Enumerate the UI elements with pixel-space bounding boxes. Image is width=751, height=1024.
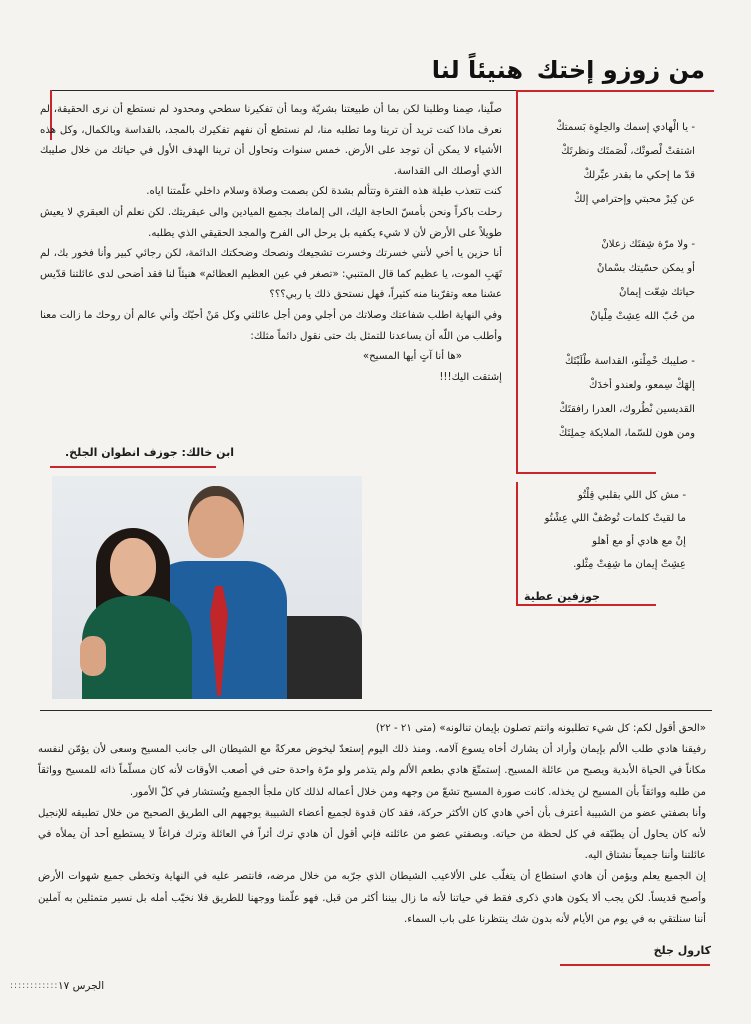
poet-underline [516, 604, 656, 606]
poem-line: - صليبك حْمِلْتو، القداسة طْلَبْتَكْ [564, 356, 695, 367]
poem-line: قدّ ما إحكي ما بقدر عبِّرلكْ [583, 170, 695, 181]
poem-line: ومن هون للسّما، الملايكة حِملِتَكْ [558, 428, 695, 439]
page-number: الجرس ١٧ [58, 980, 105, 992]
article-top-rule [40, 710, 712, 711]
letter-paragraph-3: رحلت باكراً ونحن بأمسّ الحاجة اليك، الى إلمامك بجميع الميادين والى عبقريتك. لكن نعلم أن العبقري لا يعيش طويلاً على الأرض لأن لا شيء يكفيه بل يرحل الى الفرح والمجد الحقيقي الذي يطلبه. [40, 206, 502, 239]
article-paragraph-3: إن الجميع يعلم ويؤمن أن هادي استطاع أن يتغلّب على الألاعيب الشيطان الذي جرّبه من خلال مرضه، فانتصر عليه في النهاية وتخطى جميع شهوات الأرض وأصبح قديساً. لكن يجب ألا يكون هادي ذكرى فقط في حياتنا لأنه ما زال بيننا أكثر من قبل. فهو علّمنا ووجهنا للطريق فلا نخيّب أمله بل نسير متمثلين به آملين أننا سنلتقي به في يوم من الأيام لأنه بدون شك ينتظرنا على باب السماء. [38, 871, 706, 925]
letter-title: هنيئاً لنا [431, 56, 523, 84]
poem [509, 116, 695, 467]
photo-hand [80, 636, 106, 676]
poem-line: عن كِبرْ محبتي وإحترامي إلكْ [573, 194, 695, 205]
footer-ornament: :::::::::::: [10, 981, 59, 991]
article-paragraph-1: رفيقنا هادي طلب الألم بإيمان وأراد أن يشارك أخاه يسوع آلامه. ومنذ ذلك اليوم إستعدّ ليخوض معركةً مع الشيطان الى جانب المسيح وسعى لأن يؤمّن لنفسه مكاناً في الحياة الأبدية ويصبح من عائلة المسيح. إستمتّعَ هادي بطعم الألم ولم يتذمر ولو مرّة واحدة حتى في أصعب الأوقات لأنه كان مسلّماً ذاته للمسيح وواثقاً من طلبه وواثقاً بأن المسيح لن يخذله. كانت صورة المسيح تشعّ من وجهه ومن خلال أعماله لذلك كان ملجأ الجميع ويُستشار في كلّ الأمور. [38, 744, 706, 798]
letter-paragraph-2: كنت تتعذب طيلة هذه الفترة وتتألم بشدة لكن بصمت وصلاة وسلام داخلي علّمتنا اياه. [146, 186, 502, 198]
article-text [38, 718, 706, 930]
article-paragraph-2: وأنا بصفتي عضو من الشبيبة أعترف بأن أخي هادي كان الأكثر حركة، فقد كان قدوة لجميع أعضاء الشبيبة يوجههم الى الطريق الصحيح من خلال تطبيقه للإنجيل لأنه كان يحاول أن يطبّقه في كل لحظة من حياته. وبصفتي عضو من عائلته فإني أقول أن هادي ترك أثراً في العائلة وترك فراغاً لا يستطيع أحد أن يملأه في عائلتنا وأننا جميعاً نشتاق اليه. [38, 807, 706, 862]
poem-line: من حُبّ الله عِشِتْ مِلْيانْ [590, 311, 695, 322]
letter-text [40, 100, 502, 388]
poet-name: جوزفين عطية [524, 590, 600, 603]
article-verse: «الحق أقول لكم: كل شيء تطلبونه وانتم تصلون بإيمان تنالونه» (متى ٢١ - ٢٢) [375, 723, 706, 734]
poem-title: من زوزو إختك [536, 56, 705, 84]
author-underline [560, 964, 710, 966]
poem-line: - ولا مرّة شِفتَك زعلانْ [601, 239, 695, 250]
poem-line: إلهَكْ سِمعو، ولعندو أخدَكْ [589, 380, 695, 391]
poem-stanza-3 [509, 350, 695, 446]
poem-bracket-bottom [516, 472, 656, 474]
poet-bracket [516, 482, 518, 604]
poem-line: ما لقيتْ كلمات تُوصُفْ اللي عِشْتُو [544, 513, 686, 524]
letter-signature: ابن خالك: جوزف انطوان الجلخ. [65, 446, 234, 459]
letter-paragraph-1: صلّينا، صِمنا وطلبنا لكن بما أن طبيعتنا بشريّة وبما أن تفكيرنا سطحي ومحدود لم نستطع أن نرى الحقيقة، لم نعرف ماذا كنت تريد أن ترينا وما تطلبه منا، لم نستطع أن نفهم تفكيرك بالمجد، بالقداسة وبالكمال، وكل هذه الأشياء لا يمكن أن توجد على الأرض. خمس سنوات وتحاول أن ترينا الهدف الأول في حياتك من خلال صليبك الذي أوصلك الى القداسة. [40, 104, 502, 177]
poem-line: - مش كل اللي بقلبي قِلْتُو [577, 490, 686, 501]
letter-paragraph-5: وفي النهاية اطلب شفاعتك وصلاتك من أجلي ومن أجل عائلتي وكل مَنْ أحبّك وأني عالم أن روحك ما زالت معنا وأطلب من اللّه أن يساعدنا للتمثل بك حتى نقول دائماً مثلك: [40, 309, 502, 342]
poem-stanza-4 [526, 484, 686, 576]
poem-line: إنْ مع هادي أو مع أهلو [592, 536, 686, 547]
letter-paragraph-4: أنا حزين يا أخي لأنني خسرتك وخسرت تشجيعك ونصحك وضحكتك الدائمة، لكن رجائي كبير وأنا فخور بك، لم تَهَبِ الموت، يا عظيم كما قال المتنبي: «تصغر في عين العظيم العظائم» هنيئاً لنا فقد أضحى لدى عائلتنا قدّيس عشنا معه وتقرّبنا منه كثيراً، فهل نستحق ذلك يا ربي؟؟؟ [40, 248, 502, 301]
article-author: كارول جلخ [653, 944, 711, 957]
portrait-photo [52, 476, 362, 699]
poem-line: عِشِتْ إيمان ما شِفِتْ مِثْلو. [573, 559, 686, 570]
photo-girl-face [110, 538, 156, 596]
poem-line: حياتك شِعّت إيمانْ [619, 287, 695, 298]
poem-line: أو يمكن حسّيتك بسْمانْ [596, 263, 695, 274]
signature-underline [50, 466, 216, 468]
poem-stanza-1 [509, 116, 695, 212]
poem-stanza-2 [509, 233, 695, 329]
letter-quote: «ها أنا آتٍ أيها المسيح» [362, 351, 462, 363]
poem-line: - يا الْهادي إسمك والحِلوِة بَسمتكْ [556, 122, 695, 133]
photo-man-head [188, 486, 244, 558]
title-underline-left [50, 90, 516, 91]
poem-line: اشتقتْ لْصوتْك، لْصَمتَك ونظرتَكْ [561, 146, 695, 157]
letter-closing: إشتقت اليك!!! [439, 371, 502, 383]
title-underline-right [518, 90, 714, 92]
poem-line: القديسين نْطُروك، العدرا رافقتَكْ [559, 404, 695, 415]
